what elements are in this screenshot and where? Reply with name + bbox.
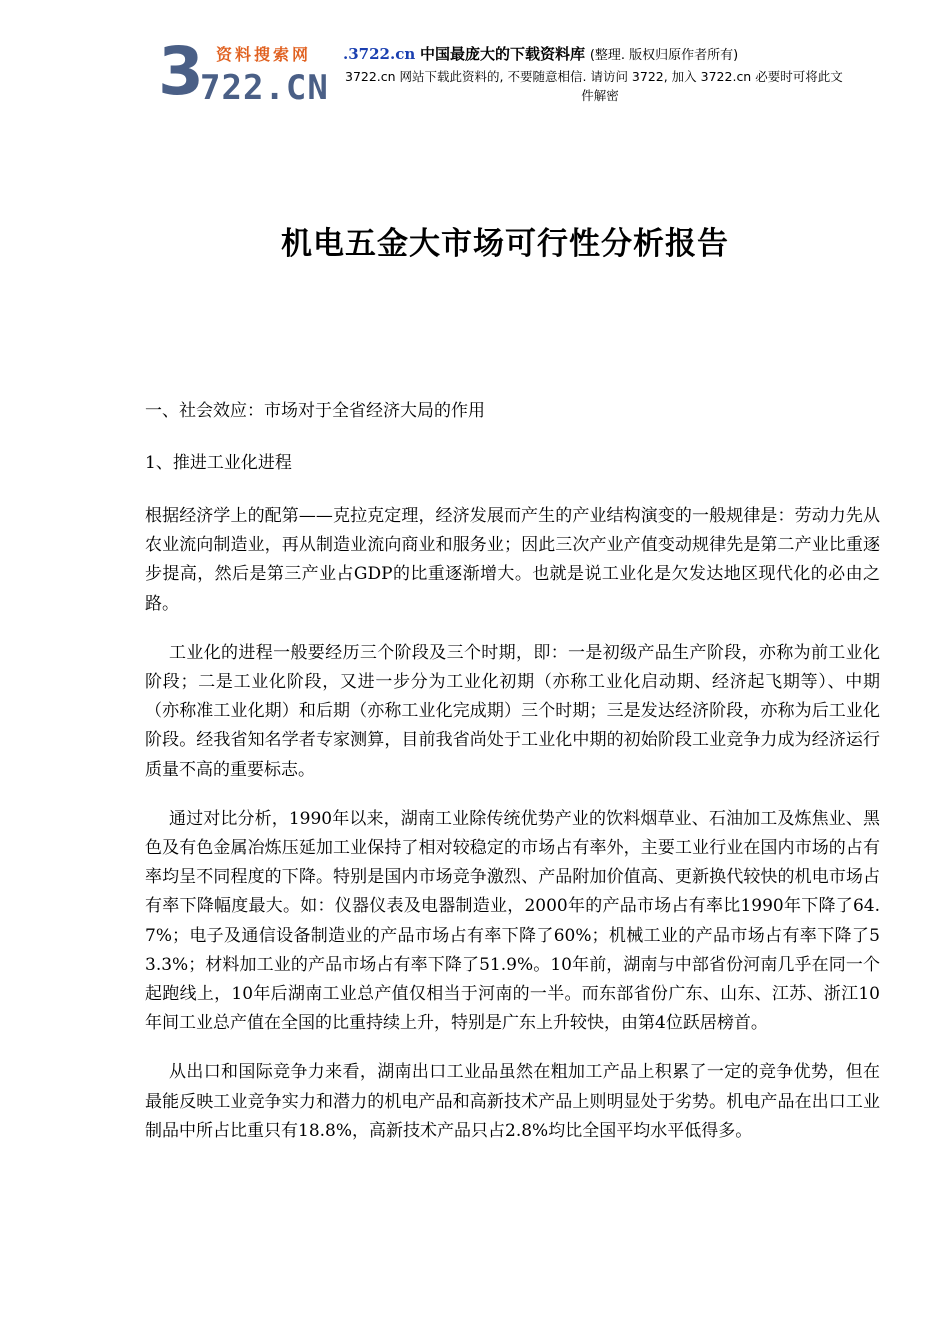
- paragraph: 从出口和国际竞争力来看，湖南出口工业品虽然在粗加工产品上积累了一定的竞争优势，但在最能反映工业竞争实力和潜力的机电产品和高新技术产品上则明显处于劣势。机电产品在出口工业制品中所占比重只有18.8%，高新技术产品只占2.8%均比全国平均水平低得多。: [145, 1062, 880, 1141]
- paragraph: 通过对比分析，1990年以来，湖南工业除传统优势产业的饮料烟草业、石油加工及炼焦业、黑色及有色金属冶炼压延加工业保持了相对较稳定的市场占有率外，主要工业行业在国内市场的占有率均呈不同程度的下降。特别是国内市场竞争激烈、产品附加价值高、更新换代较快的机电市场占有率下降幅度最大。如：仪器仪表及电器制造业，2000年的产品市场占有率比1990年下降了64.7%；电子及通信设备制造业的产品市场占有率下降了60%；机械工业的产品市场占有率下降了53.3%；材料加工业的产品市场占有率下降了51.9%。10年前，湖南与中部省份河南几乎在同一个起跑线上，10年后湖南工业总产值仅相当于河南的一半。而东部省份广东、山东、江苏、浙江10年间工业总产值在全国的比重持续上升，特别是广东上升较快，由第4位跃居榜首。: [145, 808, 880, 1034]
- header-slogan: 中国最庞大的下载资料库: [420, 45, 586, 63]
- logo-tagline: 资料搜索网: [216, 45, 312, 64]
- header-banner: [343, 44, 738, 66]
- header-notice: [345, 67, 885, 105]
- header-notice-line2: 件解密: [581, 88, 619, 103]
- logo-number: 3: [158, 33, 202, 110]
- paragraph: 根据经济学上的配第——克拉克定理，经济发展而产生的产业结构演变的一般规律是：劳动力先从农业流向制造业，再从制造业流向商业和服务业；因此三次产业产值变动规律先是第二产业比重逐步提高，然后是第三产业占GDP的比重逐渐增大。也就是说工业化是欠发达地区现代化的必由之路。: [145, 506, 880, 614]
- document-title: 机电五金大市场可行性分析报告: [281, 226, 729, 262]
- header-copyright-note: (整理. 版权归原作者所有): [589, 48, 739, 63]
- header-url-link[interactable]: .3722.cn: [343, 45, 416, 63]
- logo-domain: 722.CN: [200, 68, 329, 108]
- paragraph: 工业化的进程一般要经历三个阶段及三个时期，即：一是初级产品生产阶段，亦称为前工业化阶段；二是工业化阶段，又进一步分为工业化初期（亦称工业化启动期、经济起飞期等）、中期（亦称准工业化期）和后期（亦称工业化完成期）三个时期；三是发达经济阶段，亦称为后工业化阶段。经我省知名学者专家测算，目前我省尚处于工业化中期的初始阶段工业竞争力成为经济运行质量不高的重要标志。: [145, 642, 880, 780]
- header-notice-line1: 3722.cn 网站下载此资料的, 不要随意相信. 请访问 3722, 加入 3722.cn 必要时可将此文: [345, 69, 843, 84]
- section-heading: 一、社会效应：市场对于全省经济大局的作用: [145, 401, 485, 421]
- subsection-heading: 1、推进工业化进程: [145, 453, 292, 473]
- document-body: [145, 396, 880, 1166]
- site-logo[interactable]: [158, 33, 348, 110]
